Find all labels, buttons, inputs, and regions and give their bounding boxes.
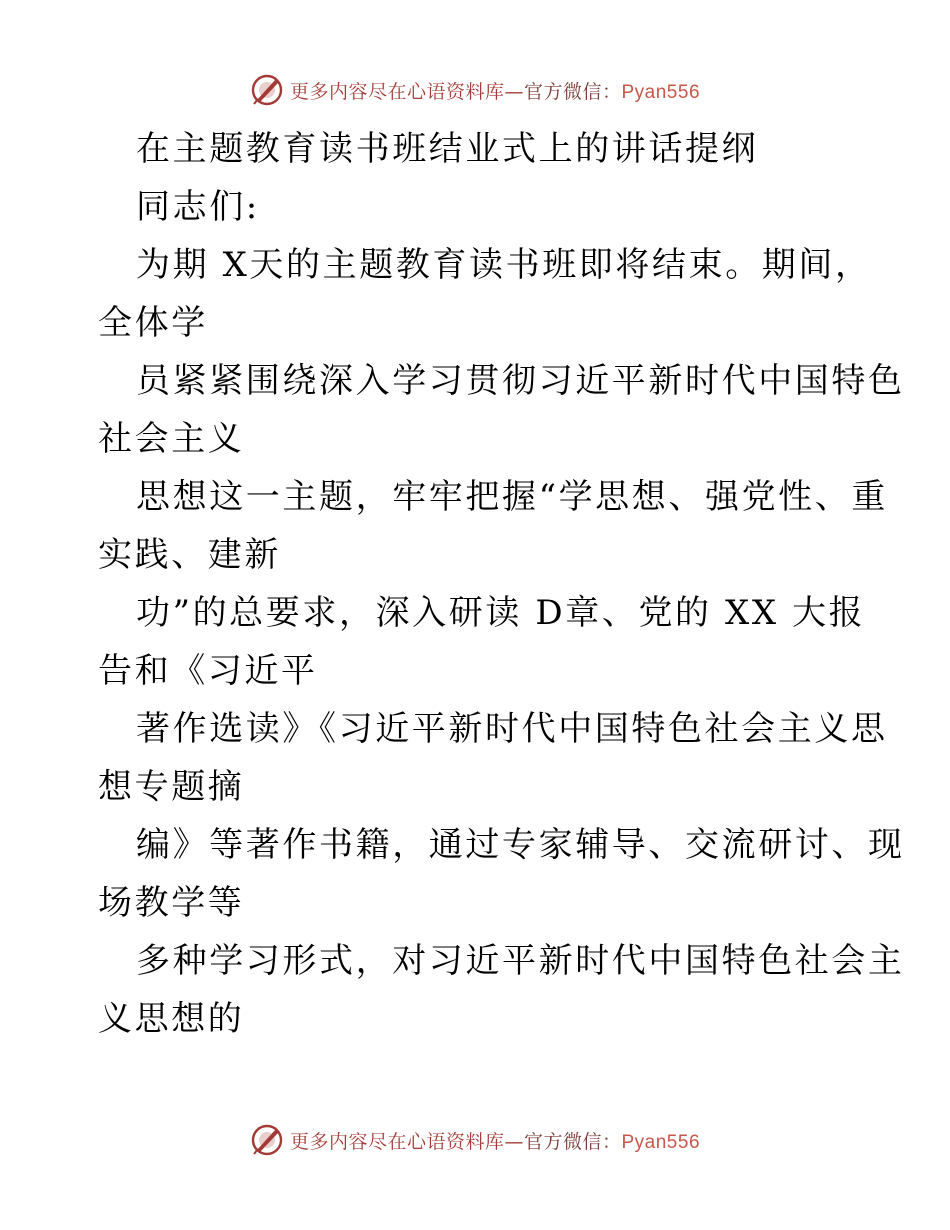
wechat-label: 官方微信： — [523, 1130, 622, 1153]
site-name: 更多内容尽在心语资料库 — [289, 1130, 505, 1153]
footer-banner-content — [250, 1123, 700, 1157]
wechat-label: 官方微信： — [523, 80, 622, 103]
text-line: 为期 X天的主题教育读书班即将结束。期间， — [136, 245, 872, 285]
header-banner — [0, 70, 950, 110]
header-banner-text — [290, 77, 700, 104]
text-line: 功”的总要求，深入研读 D章、党的 XX 大报 — [136, 593, 866, 633]
text-line: 实践、建新 — [98, 535, 281, 575]
text-line: 场教学等 — [98, 883, 245, 923]
wechat-id: Pyan556 — [621, 1131, 701, 1153]
quill-logo-icon — [250, 73, 284, 107]
paragraph-lines — [98, 236, 905, 1048]
site-name: 更多内容尽在心语资料库 — [289, 80, 505, 103]
text-line: 著作选读》《习近平新时代中国特色社会主义思 — [136, 709, 888, 749]
banner-dash: — — [504, 1130, 524, 1153]
text-line: 多种学习形式，对习近平新时代中国特色社会主 — [136, 941, 905, 981]
text-line: 告和《习近平 — [98, 651, 318, 691]
banner-dash: — — [504, 80, 524, 103]
quill-logo-icon — [250, 1123, 284, 1157]
document-body — [98, 120, 905, 1048]
wechat-id: Pyan556 — [621, 81, 701, 103]
text-line: 思想这一主题，牢牢把握“学思想、强党性、重 — [136, 477, 888, 517]
text-line: 社会主义 — [98, 419, 245, 459]
footer-banner-text — [290, 1127, 700, 1154]
text-line: 全体学 — [98, 303, 208, 343]
footer-banner — [0, 1120, 950, 1160]
text-line: 义思想的 — [98, 999, 245, 1039]
header-banner-content — [250, 73, 700, 107]
text-line: 员紧紧围绕深入学习贯彻习近平新时代中国特色 — [136, 361, 905, 401]
text-line: 想专题摘 — [98, 767, 245, 807]
document-title: 在主题教育读书班结业式上的讲话提纲 — [136, 129, 759, 169]
text-line: 编》等著作书籍，通过专家辅导、交流研讨、现 — [136, 825, 905, 865]
greeting: 同志们: — [136, 187, 260, 227]
